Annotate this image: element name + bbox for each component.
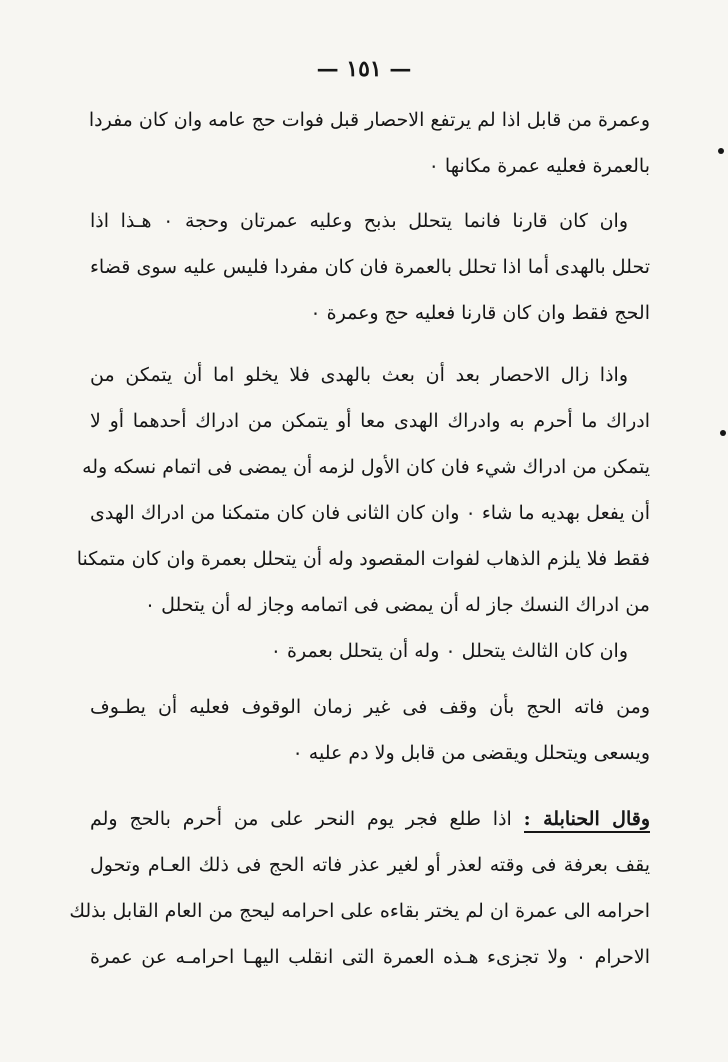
- text-line: وعمرة من قابل اذا لم يرتفع الاحصار قبل فوات حج عامه وان كان مفردا: [88, 109, 650, 131]
- text-line: احرامه الى عمرة ان لم يختر بقاءه على احرامه ليحج من العام القابل بذلك: [69, 900, 650, 922]
- text-line: يقف بعرفة فى وقته لعذر أو لغير عذر فاته الحج فى ذلك العـام وتحول: [90, 854, 650, 876]
- text-line: من ادراك النسك جاز له أن يمضى فى اتمامه وجاز له أن يتحلل ٠: [144, 594, 650, 616]
- text-line: فقط فلا يلزم الذهاب لفوات المقصود وله أن يتحلل بعمرة وان كان متمكنا: [76, 548, 650, 570]
- text-line: بالعمرة فعليه عمرة مكانها ٠: [428, 155, 650, 177]
- text-line: الاحرام ٠ ولا تجزىء هـذه العمرة التى انقلب اليهـا احرامـه عن عمرة: [90, 946, 650, 968]
- paragraph-4: [90, 628, 650, 674]
- section-heading: وقال الحنابلة :: [524, 808, 650, 833]
- paragraph-6: [69, 796, 651, 980]
- text-line: وان كان قارنا فانما يتحلل بذبح وعليه عمرتان وحجة ٠ هـذا اذا: [90, 210, 628, 232]
- text-line: وان كان الثالث يتحلل ٠ وله أن يتحلل بعمرة ٠: [270, 640, 628, 662]
- margin-mark-middle: [720, 430, 726, 436]
- paragraph-1: [90, 97, 650, 189]
- text-line: أن يفعل بهديه ما شاء ٠ وان كان الثانى فان كان متمكنا من ادراك الهدى: [90, 502, 651, 524]
- page-number: — ١٥١ —: [316, 56, 412, 82]
- text-line: الحج فقط وان كان قارنا فعليه حج وعمرة ٠: [310, 302, 650, 324]
- text-line: ادراك ما أحرم به وادراك الهدى معا أو يتمكن من ادراك أحدهما أو لا: [90, 410, 650, 432]
- paragraph-2: [90, 198, 650, 336]
- text-line-rest: اذا طلع فجر يوم النحر على من أحرم بالحج ولم: [90, 808, 512, 830]
- paragraph-3: [76, 352, 651, 628]
- text-line: ومن فاته الحج بأن وقف فى غير زمان الوقوف فعليه أن يطـوف: [90, 696, 650, 718]
- margin-mark-top: [718, 148, 724, 154]
- paragraph-5: [90, 684, 650, 776]
- text-line: ويسعى ويتحلل ويقضى من قابل ولا دم عليه ٠: [292, 742, 650, 764]
- text-line: [90, 796, 650, 842]
- text-line: تحلل بالهدى أما اذا تحلل بالعمرة فان كان مفردا فليس عليه سوى قضاء: [90, 256, 650, 278]
- text-line: واذا زال الاحصار بعد أن بعث بالهدى فلا يخلو اما أن يتمكن من: [90, 364, 628, 386]
- text-line: يتمكن من ادراك شيء فان كان الأول لزمه أن يمضى فى اتمام نسكه وله: [82, 456, 650, 478]
